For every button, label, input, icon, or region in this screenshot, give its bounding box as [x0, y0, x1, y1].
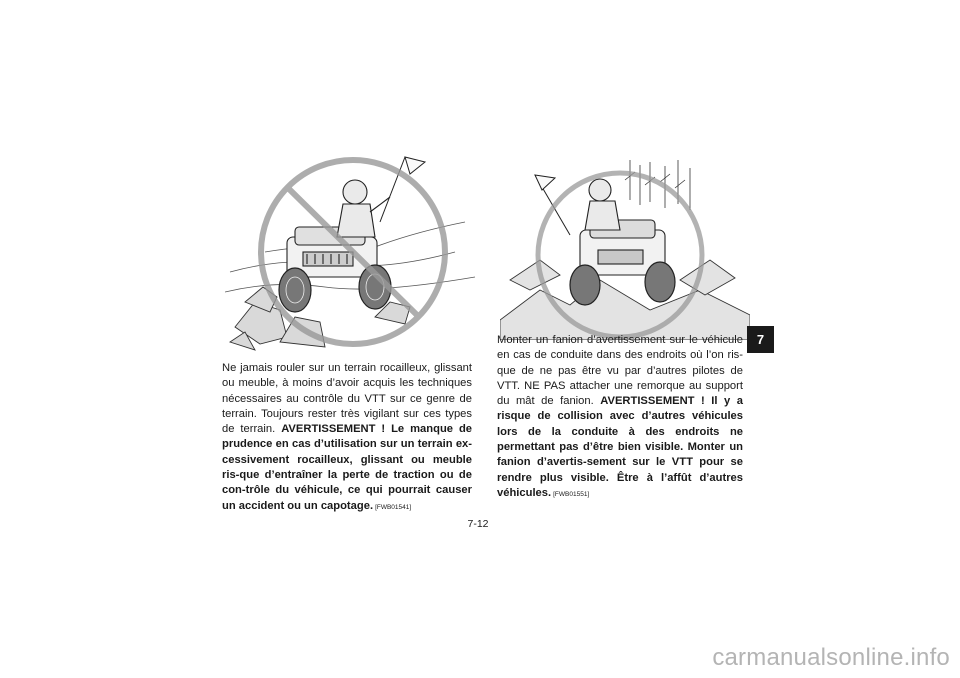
- warning-flag-paragraph: [497, 333, 743, 502]
- atv-warning-flag-drawing: [500, 160, 750, 340]
- page-number: 7-12: [467, 518, 489, 530]
- illustration-warning-flag: [500, 160, 750, 340]
- rocky-terrain-warning-code: [FWB01541]: [375, 503, 412, 511]
- chapter-tab: 7: [747, 326, 774, 353]
- atv-rocky-terrain-drawing: [225, 152, 480, 352]
- watermark: carmanualsonline.info: [712, 644, 950, 671]
- warning-flag-text: Monter un fanion d’avertissement sur le véhicule en cas de conduite dans des endroits où l’on ris-que de ne pas être vu par d’autres pilotes de VTT. NE PAS attacher une remorque au support du mât de fanion.: [497, 334, 743, 408]
- illustration-rocky-terrain: [225, 152, 480, 352]
- rocky-terrain-warning: AVERTISSEMENT ! Le manque de prudence en cas d’utilisation sur un terrain ex-cessivement rocailleux, glissant ou meuble ris-que d’entraîner la perte de traction ou de con-trôle du véhicule, ce qui pourrait causer un accident ou un capotage.: [222, 423, 473, 512]
- rocky-terrain-paragraph: [222, 361, 472, 515]
- warning-flag-warning-code: [FWB01551]: [553, 490, 590, 498]
- rocky-terrain-text: Ne jamais rouler sur un terrain rocailleux, glissant ou meuble, à moins d’avoir acquis les techniques nécessaires au contrôle du VTT sur ce genre de terrain. Toujours rester très vigilant sur ces types de terrain.: [222, 362, 472, 436]
- warning-flag-warning: AVERTISSEMENT ! Il y a risque de collision avec d’autres véhicules lors de la conduite à des endroits ne permettant pas d’être bien visible. Monter un fanion d’avertis-sement sur le VTT pour se rendre plus visible. Être à l’affût d’autres véhicules.: [497, 395, 743, 499]
